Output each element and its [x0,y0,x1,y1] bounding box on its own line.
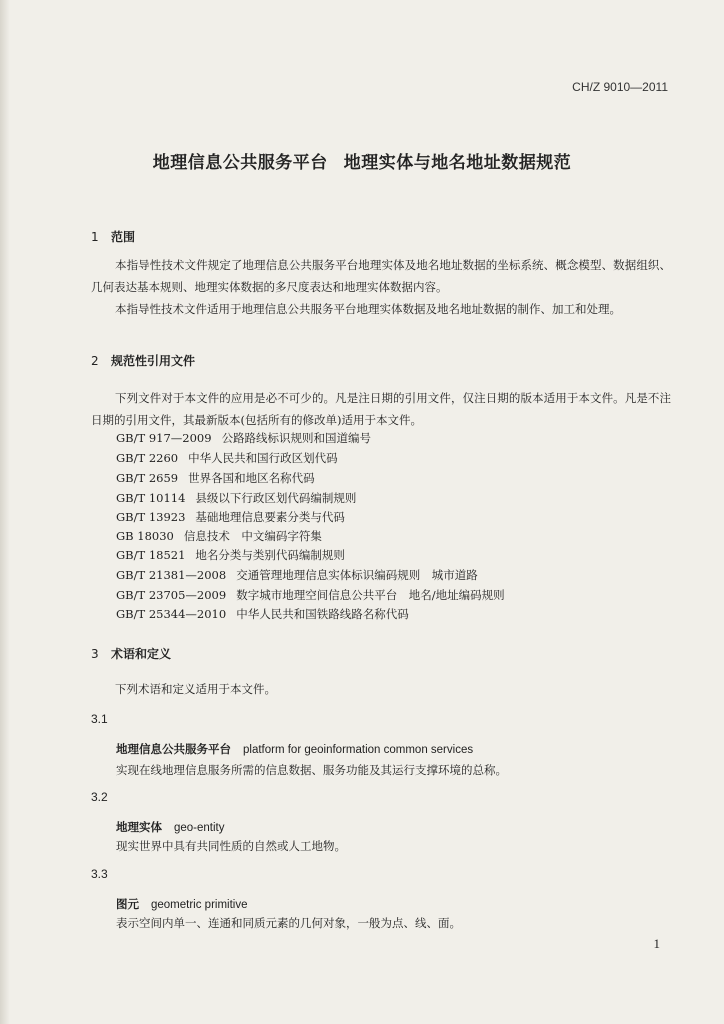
reference-code: GB/T 917—2009 [116,431,212,445]
reference-name: 中华人民共和国行政区划代码 [188,451,338,465]
term-title [116,819,225,835]
scope-paragraph-1: 本指导性技术文件规定了地理信息公共服务平台地理实体及地名地址数据的坐标系统、概念模型、数据组织、几何表达基本规则、地理实体数据的多尺度表达和地理实体数据内容。 [91,258,671,294]
reference-name: 中华人民共和国铁路线路名称代码 [236,607,409,621]
section-2-heading [91,352,195,369]
term-zh: 地理信息公共服务平台 [116,742,231,756]
reference-item [116,448,338,468]
section-number: 3 [91,647,99,661]
reference-name: 公路路线标识规则和国道编号 [221,431,372,445]
section-number: 1 [91,230,99,244]
reference-name: 交通管理地理信息实体标识编码规则 城市道路 [236,568,478,582]
term-en: geo-entity [174,822,225,834]
title-part2: 地理实体与地名地址数据规范 [343,153,572,173]
reference-name: 基础地理信息要素分类与代码 [195,510,345,524]
reference-code: GB/T 18521 [116,548,186,562]
reference-name: 地名分类与类别代码编制规则 [195,548,345,562]
section-1-heading [91,228,135,245]
section-number: 2 [91,354,99,368]
reference-name: 数字城市地理空间信息公共平台 地名/地址编码规则 [236,588,505,602]
reference-code: GB/T 21381—2008 [116,568,227,582]
term-zh: 地理实体 [116,820,162,834]
terms-intro: 下列术语和定义适用于本文件。 [115,682,276,696]
reference-item [116,585,505,605]
reference-item [116,545,345,565]
scope-paragraph-2: 本指导性技术文件适用于地理信息公共服务平台地理实体数据及地名地址数据的制作、加工和处理。 [115,302,621,316]
reference-code: GB/T 13923 [116,510,186,524]
reference-code: GB/T 23705—2009 [116,588,227,602]
page-number: 1 [653,936,660,951]
reference-name: 信息技术 中文编码字符集 [183,529,322,543]
term-en: geometric primitive [151,899,248,911]
references-intro: 下列文件对于本文件的应用是必不可少的。凡是注日期的引用文件，仅注日期的版本适用于本文件。凡是不注日期的引用文件，其最新版本(包括所有的修改单)适用于本文件。 [91,391,671,427]
term-number: 3.2 [91,790,108,804]
term-en: platform for geoinformation common services [243,744,474,756]
term-definition: 表示空间内单一、连通和同质元素的几何对象，一般为点、线、面。 [116,916,461,930]
reference-item [116,428,371,448]
reference-code: GB/T 2260 [116,451,179,465]
term-number: 3.3 [91,867,108,881]
reference-item [116,565,478,585]
term-title [116,896,248,912]
reference-item [116,468,315,488]
reference-item [116,507,345,527]
section-title: 术语和定义 [111,647,172,661]
reference-item [116,604,409,624]
section-title: 范围 [111,230,136,244]
reference-item [116,488,356,508]
title-part1: 地理信息公共服务平台 [152,153,328,173]
term-definition: 现实世界中具有共同性质的自然或人工地物。 [116,839,346,853]
reference-name: 县级以下行政区划代码编制规则 [195,491,357,505]
reference-code: GB 18030 [116,529,174,543]
section-title: 规范性引用文件 [111,354,196,368]
standard-code: CH/Z 9010—2011 [572,80,668,94]
term-definition: 实现在线地理信息服务所需的信息数据、服务功能及其运行支撑环境的总称。 [116,763,507,777]
reference-code: GB/T 10114 [116,491,186,505]
reference-item [116,526,322,546]
term-number: 3.1 [91,712,108,726]
term-title [116,741,473,757]
section-3-heading [91,645,171,662]
reference-code: GB/T 2659 [116,471,179,485]
term-zh: 图元 [116,897,139,911]
reference-code: GB/T 25344—2010 [116,607,227,621]
reference-name: 世界各国和地区名称代码 [188,471,315,485]
document-title [0,148,724,173]
